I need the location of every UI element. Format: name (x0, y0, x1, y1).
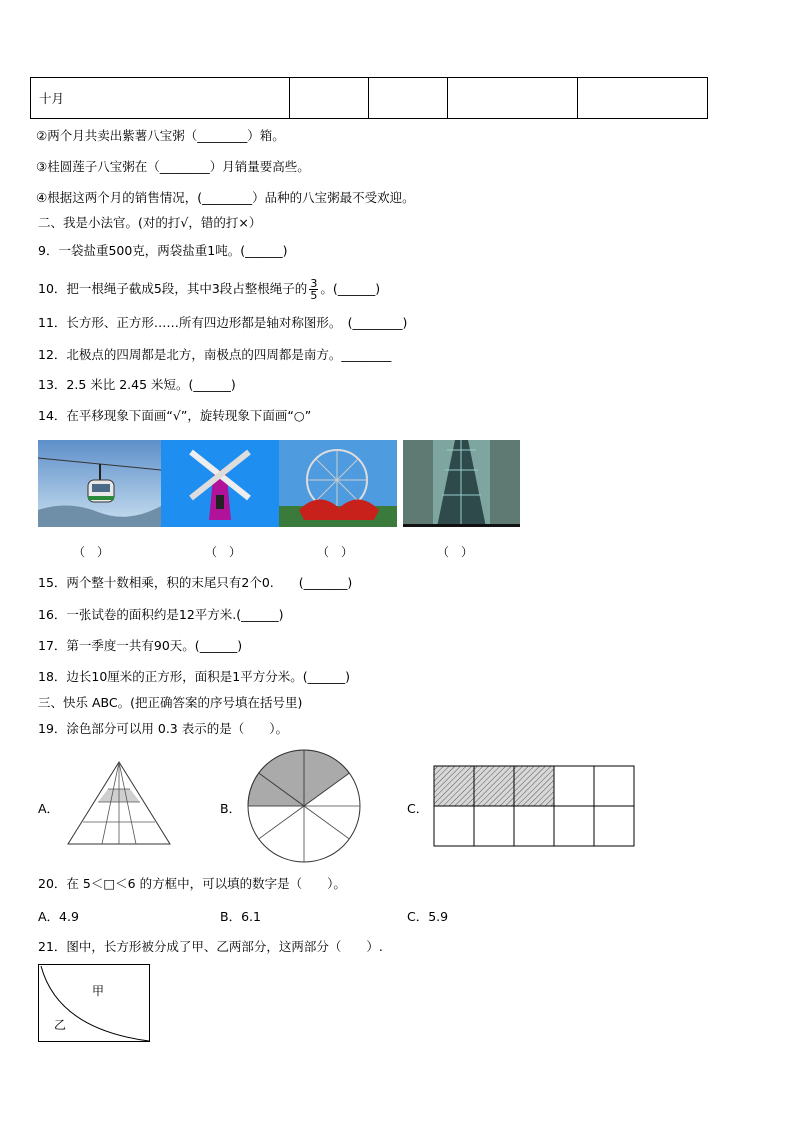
question-9: 9．一袋盐重500克，两袋盐重1吨。(______) (38, 243, 288, 258)
option-c-5-9: C．5.9 (407, 909, 449, 924)
rectangle-figure (38, 964, 150, 1042)
question-20: 20．在 5＜□＜6 的方框中，可以填的数字是（ ）。 (38, 876, 346, 891)
section-2-heading: 二、我是小法官。(对的打√，错的打×） (38, 215, 262, 230)
question-11: 11．长方形、正方形……所有四边形都是轴对称图形。 (________) (38, 315, 408, 330)
table-cell-label: 十月 (31, 78, 290, 119)
fraction (309, 278, 318, 301)
table-cell (578, 78, 708, 119)
table-cell (290, 78, 369, 119)
table-cell (369, 78, 448, 119)
option-a-4-9: A．4.9 (38, 909, 79, 924)
escalator-photo (403, 440, 520, 527)
question-15: 15．两个整十数相乘，积的末尾只有2个0. (_______) (38, 575, 353, 590)
section-3-heading: 三、快乐 ABC。(把正确答案的序号填在括号里) (38, 695, 303, 710)
question-18: 18．边长10厘米的正方形，面积是1平方分米。(______) (38, 669, 351, 684)
question-12: 12．北极点的四周都是北方，南极点的四周都是南方。________ (38, 347, 392, 362)
question-4: ④根据这两个月的销售情况，(________）品种的八宝粥最不受欢迎。 (36, 190, 415, 205)
question-10-text: 10．把一根绳子截成5段，其中3段占整根绳子的 (38, 281, 308, 296)
answer-paren-3: （ ） (317, 545, 354, 559)
cable-car-photo (38, 440, 161, 527)
table-cell (448, 78, 578, 119)
option-b-6-1: B．6.1 (220, 909, 261, 924)
question-2: ②两个月共卖出紫薯八宝粥（________）箱。 (36, 128, 285, 143)
question-3: ③桂圆莲子八宝粥在（________）月销量要高些。 (36, 159, 310, 174)
question-19: 19．涂色部分可以用 0.3 表示的是（ ）。 (38, 721, 288, 736)
grid-figure (433, 765, 635, 847)
question-16: 16．一张试卷的面积约是12平方米.(______) (38, 607, 284, 622)
circle-figure (246, 748, 362, 864)
fraction-denominator: 5 (310, 289, 318, 302)
option-b-label: B． (220, 801, 242, 816)
sales-table (30, 77, 708, 119)
answer-paren-2: （ ） (205, 545, 242, 559)
question-13: 13．2.5 米比 2.45 米短。(______) (38, 377, 236, 392)
option-c-label: C． (407, 801, 429, 816)
region-yi-label: 乙 (54, 1018, 67, 1032)
fraction-numerator: 3 (310, 277, 318, 290)
question-14: 14．在平移现象下面画“√”，旋转现象下面画“○” (38, 408, 312, 423)
question-10-blank: 。(______) (320, 281, 381, 296)
answer-paren-4: （ ） (437, 545, 474, 559)
ferris-wheel-photo (279, 440, 397, 527)
windmill-photo (161, 440, 279, 527)
region-jia-label: 甲 (92, 984, 105, 998)
question-17: 17．第一季度一共有90天。(______) (38, 638, 243, 653)
table-row (31, 78, 708, 119)
answer-paren-1: （ ） (73, 545, 110, 559)
question-10 (38, 278, 380, 301)
option-a-label: A． (38, 801, 60, 816)
triangle-figure (66, 760, 172, 846)
question-21: 21．图中，长方形被分成了甲、乙两部分，这两部分（ ）. (38, 939, 383, 954)
